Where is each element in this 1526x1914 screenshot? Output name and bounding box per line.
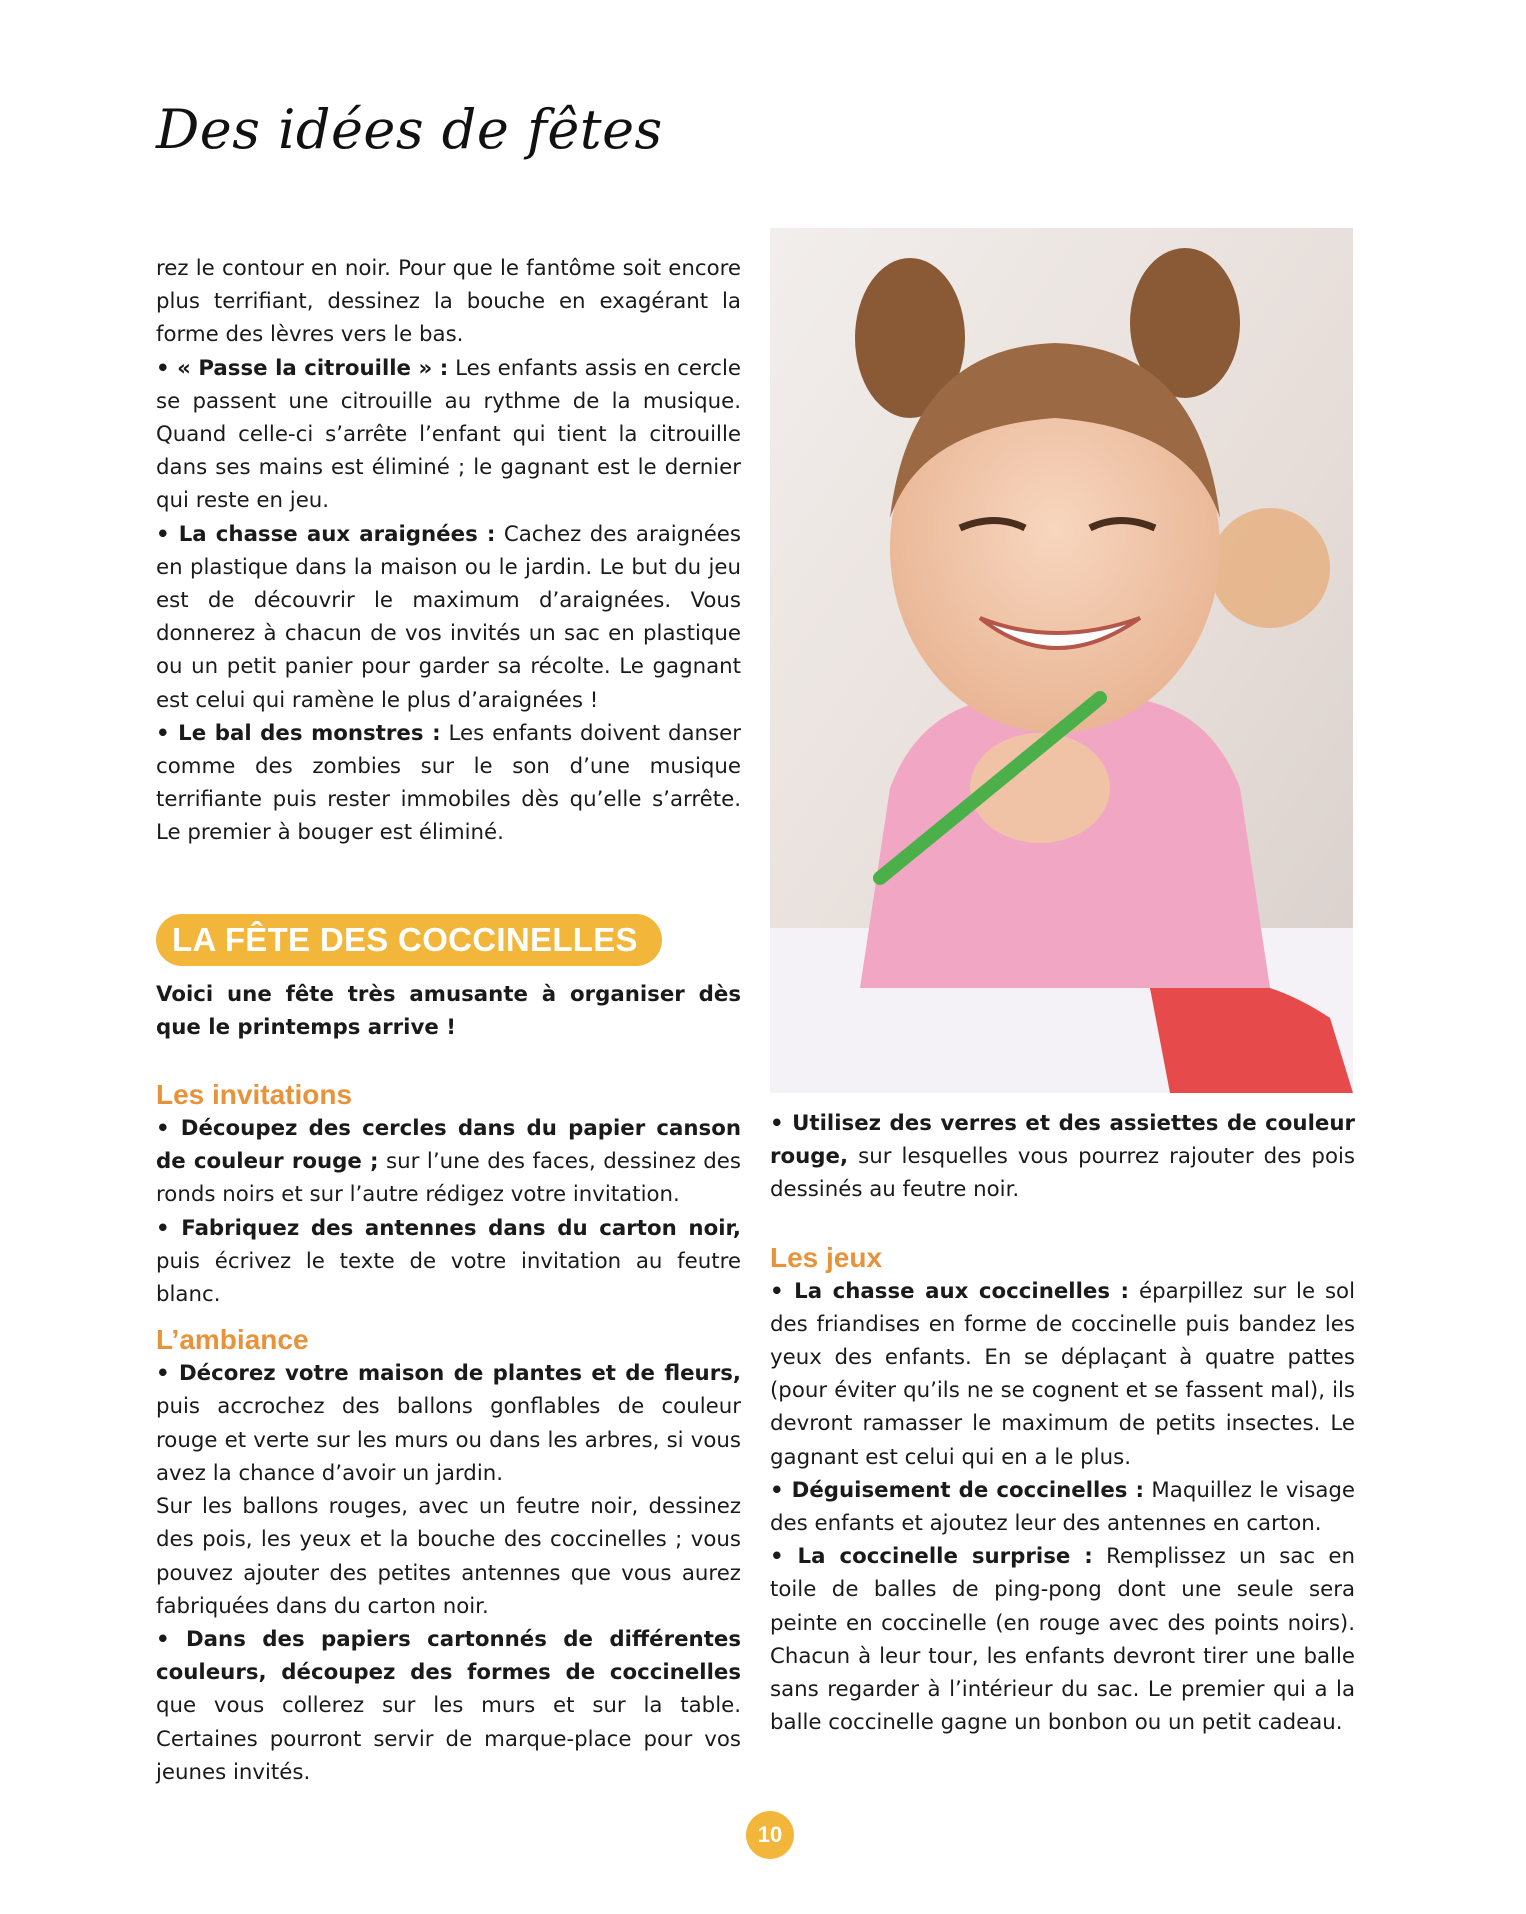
item-text: que vous collerez sur les murs et sur la table. Certaines pourront servir de marque-place pour vos jeunes invités. — [156, 1693, 741, 1785]
item-text: Les enfants doivent danser comme des zombies sur le son d’une musique terrifiante puis rester immobiles dès qu’elle s’arrête. Le premier à bouger est éliminé. — [156, 720, 741, 846]
item-text: puis écrivez le texte de votre invitation au feutre blanc. — [156, 1248, 741, 1308]
list-item — [156, 1212, 741, 1312]
list-item — [770, 1474, 1355, 1540]
section-banner: LA FÊTE DES COCCINELLES — [156, 914, 662, 966]
list-item — [156, 1112, 741, 1212]
item-text: Cachez des araignées en plastique dans la maison ou le jardin. Le but du jeu est de découvrir le maximum d’araignées. Vous donnerez à chacun de vos invités un sac en plastique ou un petit panier pour garder sa récolte. Le gagnant est celui qui ramène le plus d’araignées ! — [156, 521, 741, 713]
list-item — [770, 1107, 1355, 1207]
item-bold: • « Passe la citrouille » : — [156, 355, 449, 381]
page-number: 10 — [746, 1811, 794, 1859]
section-intro: Voici une fête très amusante à organiser dès que le printemps arrive ! — [156, 981, 741, 1040]
heading-ambiance: L’ambiance — [156, 1324, 309, 1356]
list-item — [156, 1357, 741, 1490]
list-item — [156, 518, 741, 717]
heading-invitations: Les invitations — [156, 1079, 353, 1111]
item-text: sur lesquelles vous pourrez rajouter des pois dessinés au feutre noir. — [770, 1144, 1355, 1203]
item-bold: • Décorez votre maison de plantes et de fleurs, — [156, 1361, 741, 1387]
girl-photo-icon — [770, 228, 1353, 1093]
list-item — [156, 717, 741, 850]
list-item — [770, 1540, 1355, 1739]
item-text: Les enfants assis en cercle se passent une citrouille au rythme de la musique. Quand celle-ci s’arrête l’enfant qui tient la citrouille dans ses mains est éliminé ; le gagnant est le dernier qui reste en jeu. — [156, 355, 741, 514]
item-bold: • La coccinelle surprise : — [770, 1544, 1093, 1570]
list-item — [156, 1623, 741, 1789]
list-item — [770, 1275, 1355, 1474]
list-item — [156, 352, 741, 518]
item-text: puis accrochez des ballons gonflables de couleur rouge et verte sur les murs ou dans les arbres, si vous avez la chance d’avoir un jardin. — [156, 1394, 741, 1486]
item-bold: • Fabriquez des antennes dans du carton noir, — [156, 1215, 741, 1241]
left-column — [156, 252, 741, 1789]
right-column — [770, 1107, 1355, 1739]
item-text: sur l’une des faces, dessinez des ronds noirs et sur l’autre rédigez votre invitation. — [156, 1149, 741, 1208]
item-bold: • La chasse aux araignées : — [156, 521, 496, 547]
item-text: éparpillez sur le sol des friandises en forme de coccinelle puis bandez les yeux des enfants. En se déplaçant à quatre pattes (pour éviter qu’ils ne se cognent et se fassent mal), ils devront ramasser le maximum de petits insectes. Le gagnant est celui qui en a le plus. — [770, 1278, 1356, 1470]
item-bold: • Le bal des monstres : — [156, 720, 441, 746]
item-bold: • Utilisez des verres et des assiettes de couleur rouge, — [770, 1111, 1355, 1170]
heading-jeux: Les jeux — [770, 1241, 883, 1273]
paragraph: Sur les ballons rouges, avec un feutre noir, dessinez des pois, les yeux et la bouche des coccinelles ; vous pouvez ajouter des petites antennes que vous aurez fabriquées dans du carton noir. — [156, 1494, 741, 1619]
paragraph: rez le contour en noir. Pour que le fantôme soit encore plus terrifiant, dessinez la bouche en exagérant la forme des lèvres vers le bas. — [156, 256, 741, 348]
page-title: Des idées de fêtes — [156, 98, 663, 161]
item-bold: • Dans des papiers cartonnés de différentes couleurs, découpez des formes de coccinelles — [156, 1626, 741, 1686]
item-bold: • Déguisement de coccinelles : — [770, 1477, 1145, 1503]
item-bold: • La chasse aux coccinelles : — [770, 1278, 1130, 1304]
item-text: Remplissez un sac en toile de balles de ping-pong dont une seule sera peinte en coccinelle (en rouge avec des points noirs). Chacun à leur tour, les enfants devront tirer une balle sans regarder à l’intérieur du sac. Le premier qui a la balle coccinelle gagne un bonbon ou un petit cadeau. — [770, 1544, 1355, 1736]
photo-illustration — [770, 228, 1353, 1093]
item-text: Maquillez le visage des enfants et ajoutez leur des antennes en carton. — [770, 1477, 1355, 1537]
item-bold: • Découpez des cercles dans du papier canson de couleur rouge ; — [156, 1116, 741, 1175]
